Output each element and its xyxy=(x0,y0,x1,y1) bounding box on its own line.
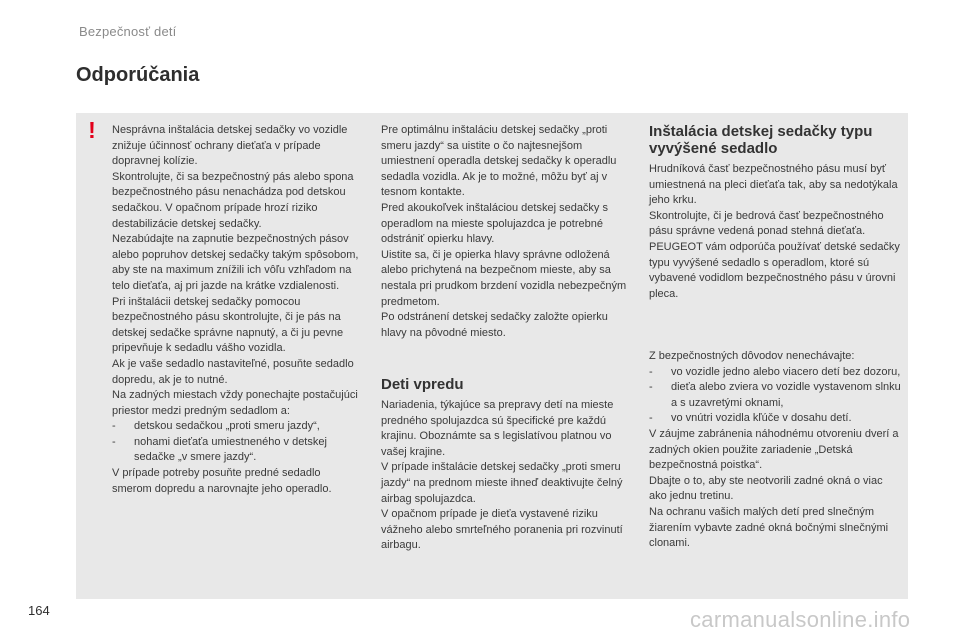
headrest-paragraph: Po odstránení detskej sedačky založte opierku hlavy na pôvodné miesto. xyxy=(381,311,608,339)
list-item xyxy=(649,365,901,381)
list-dash: - xyxy=(112,435,116,448)
safety-intro: Z bezpečnostných dôvodov nenechávajte: xyxy=(649,350,855,362)
exclamation-icon: ! xyxy=(88,117,96,143)
list-item xyxy=(112,435,362,466)
list-item-text: dieťa alebo zviera vo vozidle vystavenom slnku a s uzavretými oknami, xyxy=(671,381,901,409)
safety-column xyxy=(649,349,901,552)
safety-paragraph: Dbajte o to, aby ste neotvorili zadné okná o viac ako jednu tretinu. xyxy=(649,474,883,503)
list-item-text: nohami dieťaťa umiestneného v detskej sedačke „v smere jazdy“. xyxy=(134,435,327,464)
warning-paragraph: Nezabúdajte na zapnutie bezpečnostných pásov alebo popruhov detskej sedačky takým spôsobom, aby ste na maximum znížili ich vôľu vzhľadom na telo dieťaťa, aj pri jazde na krátke vzdialenosti. xyxy=(112,233,359,292)
booster-paragraph: Hrudníková časť bezpečnostného pásu musí byť umiestnená na pleci dieťaťa tak, aby sa nedotýkala jeho krku. xyxy=(649,163,898,207)
warning-paragraph: Pri inštalácii detskej sedačky pomocou bezpečnostného pásu skontrolujte, či je pás na detskej sedačke správne napnutý, a či ju pevne pripevňuje k sedadlu vášho vozidla. xyxy=(112,295,344,355)
headrest-paragraph: Uistite sa, či je opierka hlavy správne odložená alebo prichytená na bezpečnom mieste, aby sa nestala pri prudkom brzdení vozidla nebezpečným predmetom. xyxy=(381,248,627,308)
list-item xyxy=(649,380,901,411)
warning-closing: V prípade potreby posuňte predné sedadlo smerom dopredu a narovnajte jeho operadlo. xyxy=(112,467,332,495)
booster-seat-column xyxy=(649,162,901,302)
list-item xyxy=(112,419,362,435)
headrest-paragraph: Pred akoukoľvek inštaláciou detskej sedačky s operadlom na mieste spolujazdca je potrebné odstrániť opierku hlavy. xyxy=(381,201,608,246)
warning-column xyxy=(112,123,362,497)
booster-paragraph: Skontrolujte, či je bedrová časť bezpečnostného pásu správne vedená ponad stehná dieťaťa. xyxy=(649,209,884,238)
warning-paragraph: Nesprávna inštalácia detskej sedačky vo vozidle znižuje účinnosť ochrany dieťaťa v prípade dopravnej kolízie. xyxy=(112,124,348,168)
front-seat-column xyxy=(381,398,631,554)
booster-seat-heading: Inštalácia detskej sedačky typu vyvýšené sedadlo xyxy=(649,123,873,157)
list-dash: - xyxy=(112,420,116,433)
front-seat-paragraph: V opačnom prípade je dieťa vystavené riziku vážneho alebo smrteľného poranenia pri rozvinutí airbagu. xyxy=(381,508,623,552)
headrest-paragraph: Pre optimálnu inštaláciu detskej sedačky „proti smeru jazdy“ sa uistite o čo najtesnejšom umiestnení operadla detskej sedačky k operadlu sedadla vozidla. Ak je to možné, môžu byť aj v tesnom kontakte. xyxy=(381,124,617,199)
booster-paragraph: PEUGEOT vám odporúča používať detské sedačky typu vyvýšené sedadlo s operadlom, ktoré sú vybavené vodidlom bezpečnostného pásu v úrovni pleca. xyxy=(649,240,900,300)
warning-paragraph: Skontrolujte, či sa bezpečnostný pás alebo spona bezpečnostného pásu nenachádza pod detskou sedačkou. V opačnom prípade hrozí riziko destabilizácie detskej sedačky. xyxy=(112,170,354,230)
watermark[interactable]: carmanualsonline.info xyxy=(690,607,911,632)
list-item-text: vo vozidle jedno alebo viacero detí bez dozoru, xyxy=(671,365,901,378)
list-item-text: detskou sedačkou „proti smeru jazdy“, xyxy=(134,420,320,433)
front-seat-paragraph: V prípade inštalácie detskej sedačky „proti smeru jazdy“ na prednom mieste ihneď deaktivujte čelný airbag spolujazdca. xyxy=(381,461,623,505)
front-seat-heading: Deti vpredu xyxy=(381,376,464,393)
list-item-text: vo vnútri vozidla kľúče v dosahu detí. xyxy=(671,412,852,425)
safety-paragraph: V záujme zabránenia náhodnému otvoreniu dverí a zadných okien použite zariadenie „Detská bezpečnostná poistka“. xyxy=(649,427,899,472)
list-dash: - xyxy=(649,412,653,425)
warning-paragraph: Na zadných miestach vždy ponechajte postačujúci priestor medzi predným sedadlom a: xyxy=(112,389,358,417)
warning-paragraph: Ak je vaše sedadlo nastaviteľné, posuňte sedadlo dopredu, ak je to nutné. xyxy=(112,357,354,386)
front-seat-paragraph: Nariadenia, týkajúce sa prepravy detí na mieste predného spolujazdca sú špecifické pre každú krajinu. Oboznámte sa s legislatívou platnou vo vašej krajine. xyxy=(381,399,614,458)
page-title: Odporúčania xyxy=(76,64,200,86)
section-header: Bezpečnosť detí xyxy=(79,24,177,39)
list-dash: - xyxy=(649,365,653,378)
list-dash: - xyxy=(649,381,653,394)
list-item xyxy=(649,411,901,427)
safety-paragraph: Na ochranu vašich malých detí pred slnečným žiarením vybavte zadné okná bočnými slnečnými clonami. xyxy=(649,505,889,550)
page-number: 164 xyxy=(28,603,50,618)
headrest-column xyxy=(381,123,631,341)
